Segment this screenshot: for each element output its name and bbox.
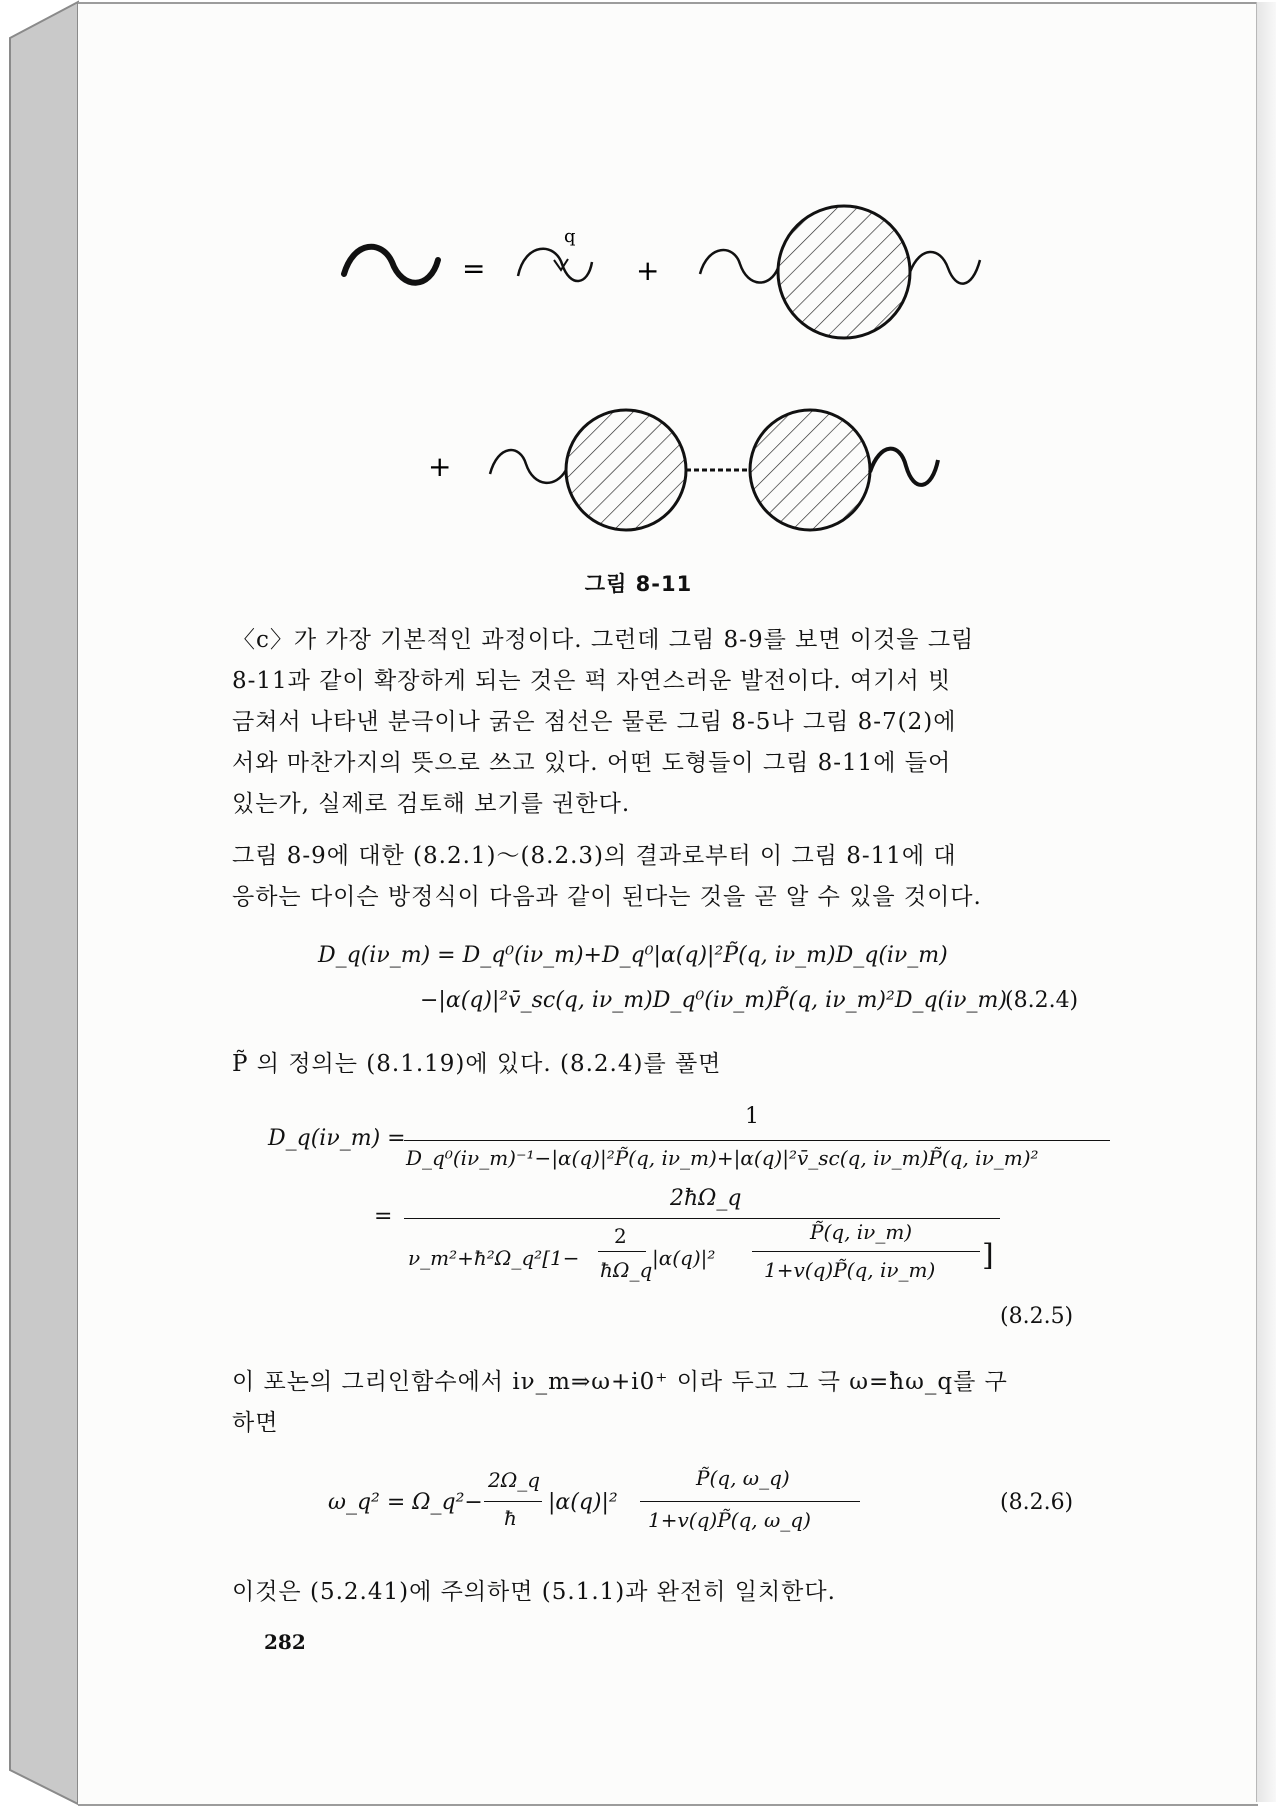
fraction-numerator: 2ħΩ_q [670,1186,742,1211]
equation-8-2-6-lhs: ω_q² = Ω_q²− [328,1490,483,1515]
equation-8-2-4-line2: −|α(q)|²v̄_sc(q, iν_m)D_q⁰(iν_m)P̃(q, iν_m)²D_q(iν_m) [420,988,1007,1013]
fraction-denominator: ħ [504,1506,517,1530]
polarization-bubble-right [750,410,870,530]
denominator-part: ν_m²+ħ²Ω_q²[1− [408,1246,580,1270]
phonon-line-right [910,252,980,284]
phonon-line-left [700,250,778,282]
small-fraction-denominator: ħΩ_q [600,1258,653,1282]
equation-8-2-4-line1: D_q(iν_m) = D_q⁰(iν_m)+D_q⁰|α(q)|²P̃(q, iν_m)D_q(iν_m) [318,943,948,968]
equation-number: (8.2.6) [1000,1490,1074,1515]
equation-number: (8.2.5) [1000,1304,1074,1329]
text-line: 8-11과 같이 확장하게 되는 것은 퍽 자연스러운 발전이다. 여기서 빗 [232,668,952,694]
page-number: 282 [264,1630,306,1654]
paragraph-4 [232,1362,1112,1444]
inner-fraction-denominator: 1+v(q)P̃(q, ω_q) [648,1508,811,1532]
fraction-bar [404,1218,1000,1219]
text-line: 이 포논의 그리인함수에서 iν_m⇒ω+i0⁺ 이라 두고 그 극 ω=ħω_q를 구 [232,1369,1008,1395]
fraction-bar [640,1501,860,1502]
text-line: 응하는 다이슨 방정식이 다음과 같이 된다는 것을 곧 알 수 있을 것이다. [232,884,982,910]
fraction-bar [484,1501,542,1502]
text-line: 하면 [232,1410,279,1436]
fraction-bar [598,1251,646,1252]
text-line: P̃ 의 정의는 (8.1.19)에 있다. (8.2.4)를 풀면 [232,1051,722,1077]
text-line: 있는가, 실제로 검토해 보기를 권한다. [232,791,631,817]
momentum-label: q [564,226,576,247]
text-line: 서와 마찬가지의 뜻으로 쓰고 있다. 어떤 도형들이 그림 8-11에 들어 [232,750,952,776]
text-line: 그림 8-9에 대한 (8.2.1)～(8.2.3)의 결과로부터 이 그림 8-11에 대 [232,843,957,869]
bare-phonon-line [518,249,592,281]
feynman-diagram-figure [320,190,1040,550]
phonon-line-left-2 [490,450,566,483]
inner-fraction-denominator: 1+v(q)P̃(q, iν_m) [764,1258,936,1282]
equals-sign: = [374,1204,393,1229]
polarization-bubble [778,206,910,338]
paragraph-5 [232,1572,1112,1613]
fraction-numerator: 1 [745,1104,759,1129]
equation-8-2-5-lhs: D_q(iν_m) = [268,1126,406,1151]
fraction-denominator: D_q⁰(iν_m)⁻¹−|α(q)|²P̃(q, iν_m)+|α(q)|²v̄_sc(q, iν_m)P̃(q, iν_m)² [406,1146,1039,1170]
plus-sign-1: + [636,254,660,287]
equation-number: (8.2.4) [1005,988,1079,1013]
text-line: 〈c〉가 가장 기본적인 과정이다. 그런데 그림 8-9를 보면 이것을 그림 [232,627,975,653]
bracket-close: ] [982,1238,994,1273]
plus-sign-2: + [428,450,452,483]
small-fraction-numerator: 2 [614,1224,627,1248]
paragraph-3 [232,1044,1112,1085]
inner-fraction-numerator: P̃(q, ω_q) [696,1466,790,1490]
polarization-bubble-left [566,410,686,530]
text-line: 금쳐서 나타낸 분극이나 굵은 점선은 물론 그림 8-5나 그림 8-7(2)에 [232,709,957,735]
figure-caption: 그림 8-11 [584,572,693,596]
page-edge [1256,2,1276,1802]
fraction-numerator: 2Ω_q [488,1468,541,1492]
inner-fraction-numerator: P̃(q, iν_m) [810,1220,913,1244]
paragraph-1 [232,620,1112,825]
denominator-part: |α(q)|² [652,1246,716,1270]
text-line: 이것은 (5.2.41)에 주의하면 (5.1.1)과 완전히 일치한다. [232,1579,836,1605]
fraction-bar [404,1140,1110,1141]
equals-sign: = [462,252,486,285]
dressed-phonon-line [344,247,438,283]
paragraph-2 [232,836,1112,918]
fraction-bar [752,1251,980,1252]
phonon-line-right-2 [870,449,938,485]
modulus-term: |α(q)|² [548,1490,618,1515]
